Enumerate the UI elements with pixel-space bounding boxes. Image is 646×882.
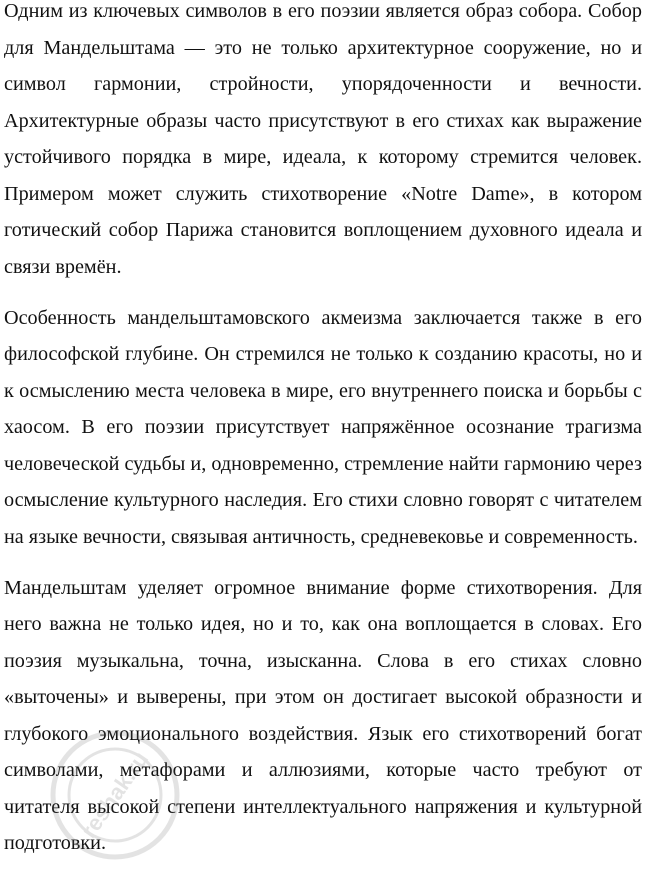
paragraph-cathedral: Одним из ключевых символов в его поэзии является образ собора. Собор для Мандельштама — это не только архитектурное сооружение, но и символ гармонии, стройности, упорядоченности и вечности. Архитектурные образы часто присутствуют в его стихах как выражение устойчивого порядка в мире, идеала, к которому стремится человек. Примером может служить стихотворение «Notre Dame», в котором готический собор Парижа становится воплощением духовного идеала и связи времён. xyxy=(4,0,642,278)
paragraph-philosophy: Особенность мандельштамовского акмеизма заключается также в его философской глубине. Он стремился не только к созданию красоты, но и к осмыслению места человека в мире, его внутреннего поиска и борьбы с хаосом. В его поэзии присутствует напряжённое осознание трагизма человеческой судьбы и, одновременно, стремление найти гармонию через осмысление культурного наследия. Его стихи словно говорят с читателем на языке вечности, связывая античность, средневековье и современность. xyxy=(4,306,642,548)
paragraph-form: Мандельштам уделяет огромное внимание форме стихотворения. Для него важна не только идея, но и то, как она воплощается в словах. Его поэзия музыкальна, точна, изысканна. Слова в его стихах словно «выточены» и выверены, при этом он достигает высокой образности и глубокого эмоционального воздействия. Язык его стихотворений богат символами, метафорами и аллюзиями, которые часто требуют от читателя высокой степени интеллектуального напряжения и культурной подготовки. xyxy=(4,576,642,854)
watermark-text: reshak.ru xyxy=(75,746,154,843)
document-page xyxy=(4,0,642,876)
